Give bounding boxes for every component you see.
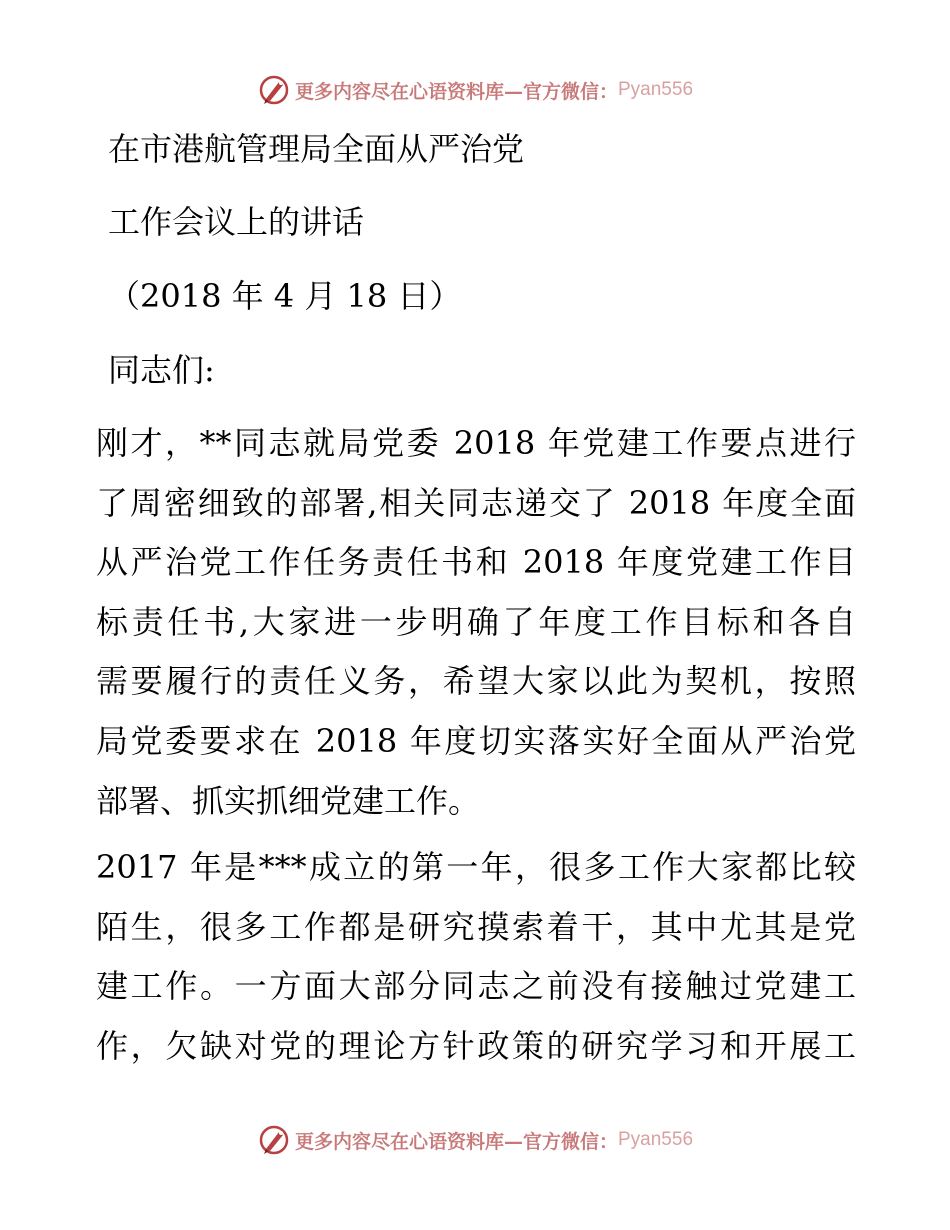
watermark-wechat-id: Pyan556 bbox=[618, 79, 694, 100]
watermark-header bbox=[0, 70, 950, 110]
watermark-footer bbox=[0, 1120, 950, 1160]
watermark-text: 更多内容尽在心语资料库—官方微信： bbox=[294, 1130, 618, 1153]
pen-circle-icon bbox=[257, 73, 291, 107]
pen-circle-icon bbox=[257, 1123, 291, 1157]
paragraph-line: 了周密细致的部署,相关同志递交了 2018 年度全面 bbox=[96, 483, 856, 522]
paragraph-line: 刚才，**同志就局党委 2018 年党建工作要点进行 bbox=[96, 424, 856, 462]
salutation: 同志们: bbox=[108, 351, 215, 389]
title-line-1: 在市港航管理局全面从严治党 bbox=[108, 130, 525, 168]
title-line-2: 工作会议上的讲话 bbox=[108, 203, 365, 241]
paragraph-line: 陌生，很多工作都是研究摸索着干，其中尤其是党 bbox=[96, 907, 856, 946]
paragraph-line: 标责任书,大家进一步明确了年度工作目标和各自 bbox=[96, 602, 856, 641]
paragraph-2 bbox=[96, 838, 856, 1076]
watermark-text: 更多内容尽在心语资料库—官方微信： bbox=[294, 80, 618, 103]
speech-date: （2018 年 4 月 18 日） bbox=[108, 277, 462, 315]
paragraph-line: 建工作。一方面大部分同志之前没有接触过党建工 bbox=[96, 967, 856, 1006]
paragraph-line: 作，欠缺对党的理论方针政策的研究学习和开展工 bbox=[96, 1026, 856, 1065]
paragraph-line: 局党委要求在 2018 年度切实落实好全面从严治党 bbox=[96, 721, 856, 760]
paragraph-line: 2017 年是***成立的第一年，很多工作大家都比较 bbox=[96, 848, 856, 886]
watermark-wechat-id: Pyan556 bbox=[618, 1129, 694, 1150]
paragraph-1 bbox=[96, 414, 856, 831]
paragraph-line: 从严治党工作任务责任书和 2018 年度党建工作目 bbox=[96, 543, 856, 582]
paragraph-line: 部署、抓实抓细党建工作。 bbox=[96, 781, 481, 820]
paragraph-line: 需要履行的责任义务，希望大家以此为契机，按照 bbox=[96, 662, 856, 701]
